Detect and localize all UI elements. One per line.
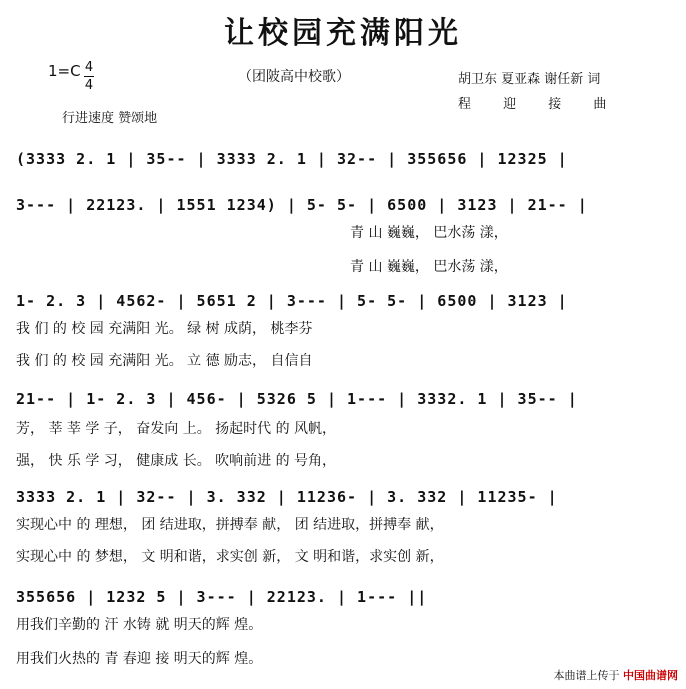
- time-sig-divider: [84, 76, 94, 77]
- page-title: 让校园充满阳光: [224, 16, 462, 51]
- score-line-1: (3333 2. 1 | 35-- | 3333 2. 1 | 32-- | 355656 | 12325 |: [16, 150, 568, 168]
- footer-text: 本曲谱上传于: [553, 669, 620, 682]
- tempo-marking: 行进速度 赞颂地: [62, 111, 158, 126]
- lyric-line-6-verse-1: 用我们辛勤的 汗 水铸 就 明天的辉 煌。: [16, 617, 263, 633]
- time-sig-top: 4: [84, 60, 94, 75]
- footer-credit: [554, 667, 679, 683]
- lyricist-credit: 胡卫东 夏亚森 谢任新 词: [458, 72, 601, 87]
- time-sig-bottom: 4: [84, 78, 94, 93]
- score-line-2: 3--- | 22123. | 1551 1234) | 5- 5- | 6500 | 3123 | 21-- |: [16, 196, 588, 214]
- score-line-6: 355656 | 1232 5 | 3--- | 22123. | 1--- ||: [16, 588, 428, 606]
- key-signature: 1=C: [48, 62, 81, 80]
- subtitle: （团陂高中校歌）: [238, 69, 350, 85]
- lyric-line-5-verse-2: 实现心中 的 梦想， 文 明和谐，求实创 新， 文 明和谐，求实创 新，: [16, 549, 444, 565]
- lyric-line-3-verse-1: 我 们 的 校 园 充满阳 光。 绿 树 成荫， 桃李芬: [16, 321, 313, 337]
- lyric-line-4-verse-1: 芳， 莘 莘 学 子， 奋发向 上。 扬起时代 的 风帆，: [16, 421, 337, 437]
- time-signature: [84, 60, 94, 93]
- lyric-line-5-verse-1: 实现心中 的 理想， 团 结进取，拼搏奉 献， 团 结进取，拼搏奉 献，: [16, 517, 444, 533]
- composer-credit: 程 迎 接 曲: [458, 97, 621, 112]
- score-line-4: 21-- | 1- 2. 3 | 456- | 5326 5 | 1--- | 3332. 1 | 35-- |: [16, 390, 578, 408]
- site-logo[interactable]: 中国曲谱网: [623, 669, 678, 682]
- score-line-5: 3333 2. 1 | 32-- | 3. 332 | 11236- | 3. 332 | 11235- |: [16, 488, 558, 506]
- lyric-line-6-verse-2: 用我们火热的 青 春迎 接 明天的辉 煌。: [16, 651, 263, 667]
- lyric-line-2-verse-1: 青 山 巍巍， 巴水荡 漾，: [350, 225, 508, 241]
- lyric-line-2-verse-2: 青 山 巍巍， 巴水荡 漾，: [350, 259, 508, 275]
- lyric-line-4-verse-2: 强， 快 乐 学 习， 健康成 长。 吹响前进 的 号角，: [16, 453, 337, 469]
- lyric-line-3-verse-2: 我 们 的 校 园 充满阳 光。 立 德 励志， 自信自: [16, 353, 313, 369]
- score-line-3: 1- 2. 3 | 4562- | 5651 2 | 3--- | 5- 5- | 6500 | 3123 |: [16, 292, 568, 310]
